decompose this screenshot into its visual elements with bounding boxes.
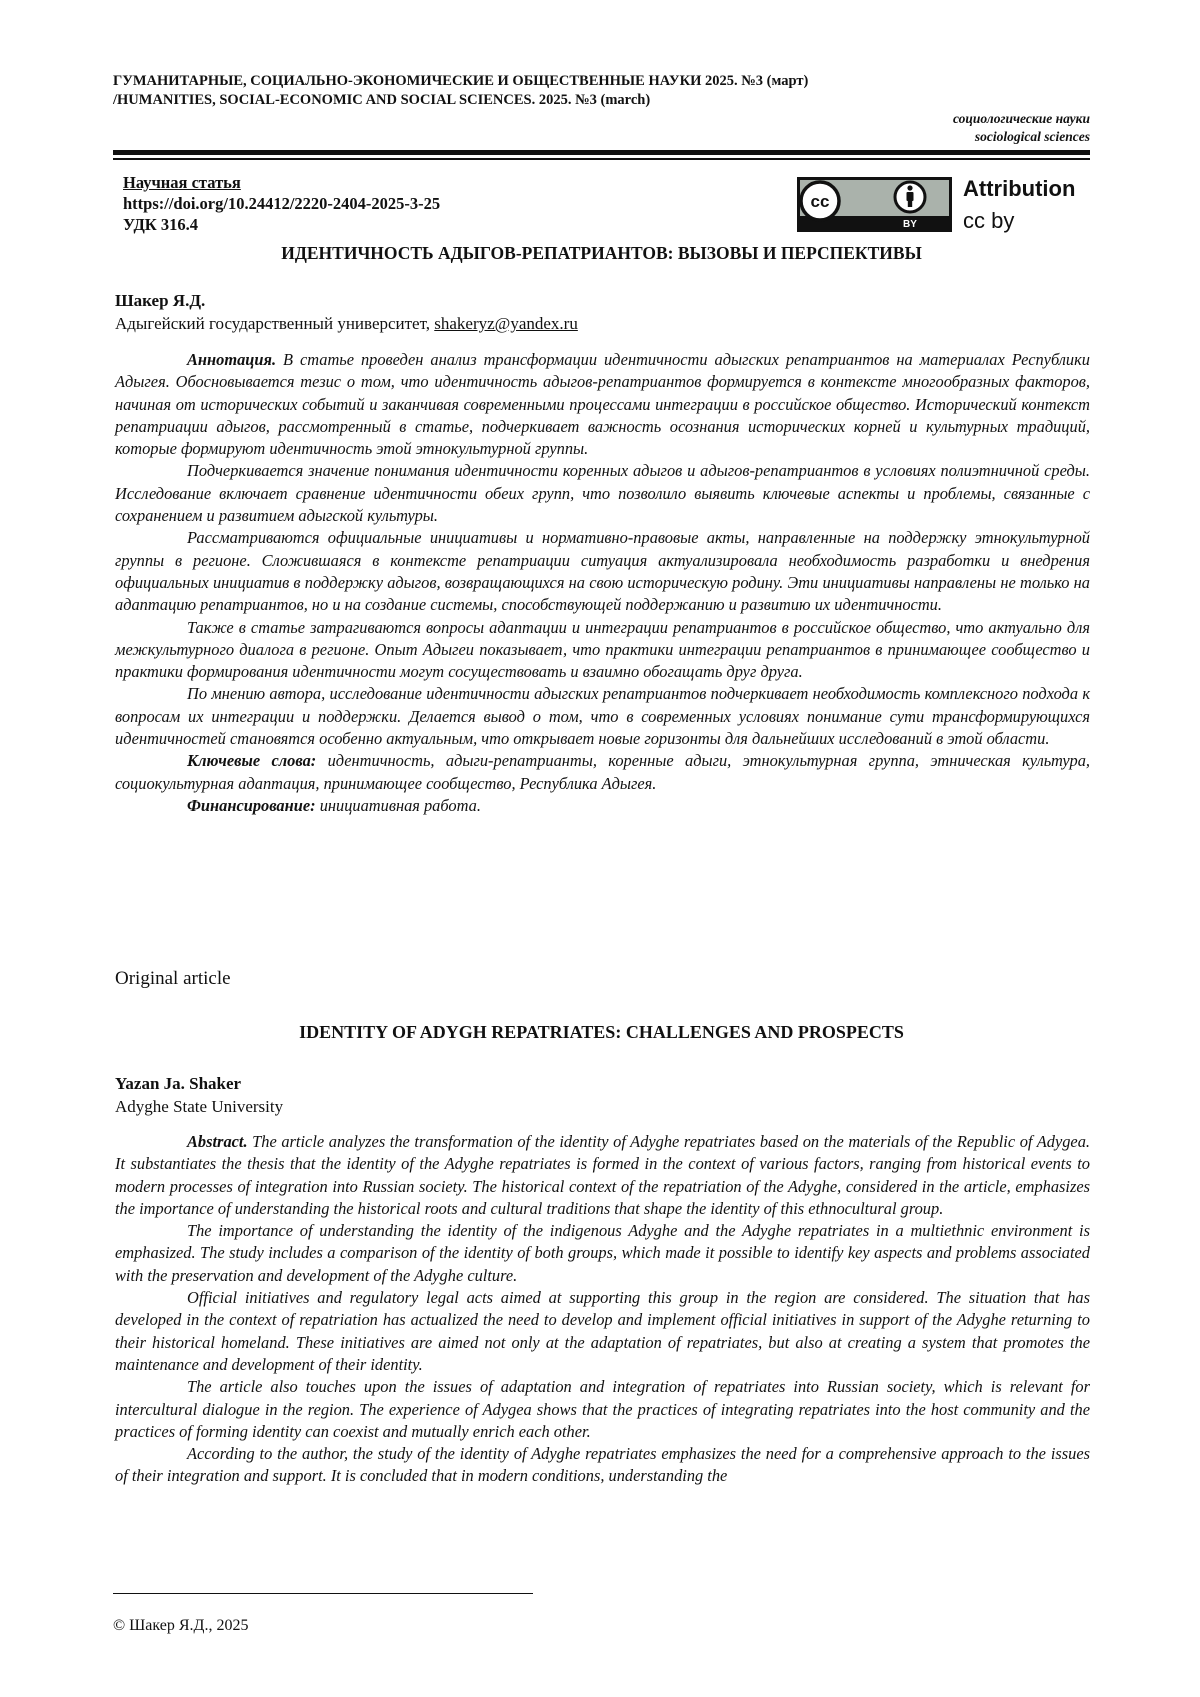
abstract-ru-label: Аннотация.	[187, 350, 277, 369]
article-meta	[123, 172, 440, 235]
abstract-en-label: Abstract.	[187, 1132, 248, 1151]
abstract-ru-paragraph: Рассматриваются официальные инициативы и нормативно-правовые акты, направленные на поддержку этнокультурной группы в регионе. Сложившаяся в контексте репатриации ситуация актуализировала необходимость разработки и внедрения официальных инициатив в поддержку адыгов, возвращающихся на свою историческую родину. Эти инициативы направлены не только на адаптацию репатриантов, но и на создание системы, способствующей поддержанию и развитию их идентичности.	[115, 528, 1090, 615]
article-title-en: IDENTITY OF ADYGH REPATRIATES: CHALLENGES AND PROSPECTS	[299, 1022, 904, 1042]
header-rule-thick	[113, 150, 1090, 155]
license-subtitle: cc by	[963, 208, 1015, 233]
doi-link[interactable]: https://doi.org/10.24412/2220-2404-2025-3-25	[123, 194, 441, 213]
journal-header	[113, 72, 808, 110]
author-ru: Шакер Я.Д.	[115, 291, 206, 310]
footnote-rule	[113, 1593, 533, 1594]
author-en: Yazan Ja. Shaker	[115, 1074, 242, 1093]
affiliation-ru-text: Адыгейский государственный университет,	[115, 314, 435, 333]
cc-by-license-icon	[797, 177, 952, 232]
author-email-link[interactable]: shakeryz@yandex.ru	[434, 314, 578, 333]
udc-code: УДК 316.4	[123, 215, 199, 234]
by-badge-text: BY	[903, 219, 917, 230]
license-text	[963, 173, 1075, 237]
header-rule-thin	[113, 158, 1090, 160]
affiliation-ru	[115, 314, 578, 334]
copyright-notice: © Шакер Я.Д., 2025	[113, 1617, 249, 1634]
journal-header-ru: ГУМАНИТАРНЫЕ, СОЦИАЛЬНО-ЭКОНОМИЧЕСКИЕ И ОБЩЕСТВЕННЫЕ НАУКИ 2025. №3 (март)	[113, 73, 809, 89]
abstract-ru-paragraph: По мнению автора, исследование идентичности адыгских репатриантов подчеркивает необходимость комплексного подхода к вопросам их интеграции и поддержки. Делается вывод о том, что в современных условиях понимание сути трансформирующихся идентичностей становятся особенно актуальным, что открывает новые горизонты для дальнейших исследований в этой области.	[115, 684, 1090, 749]
abstract-ru-paragraph: Также в статье затрагиваются вопросы адаптации и интеграции репатриантов в российское общество, что актуально для межкультурного диалога в регионе. Опыт Адыгеи показывает, что практики интеграции репатриантов в принимающее сообщество и практики формирования идентичности могут сосуществовать и взаимно обогащать друг друга.	[115, 617, 1090, 682]
abstract-ru	[115, 349, 1090, 817]
affiliation-en: Adyghe State University	[115, 1097, 284, 1116]
keywords-ru: Ключевые слова: идентичность, адыги-репатрианты, коренные адыги, этнокультурная группа, этническая культура, социокультурная адаптация, принимающее сообщество, Республика Адыгея.	[115, 751, 1090, 793]
subject-area	[953, 110, 1090, 146]
cc-badge-text: cc	[810, 192, 830, 211]
subject-ru: социологические науки	[952, 111, 1090, 126]
keywords-ru-label: Ключевые слова:	[187, 751, 317, 771]
article-type: Научная статья	[123, 173, 241, 192]
abstract-en-paragraph: The importance of understanding the identity of the indigenous Adyghe and the Adyghe repatriates in a multiethnic environment is emphasized. The study includes a comparison of the identity of both groups, which made it possible to identify key aspects and problems associated with the preservation and development of the Adyghe culture.	[115, 1221, 1090, 1285]
abstract-en-paragraph: Official initiatives and regulatory legal acts aimed at supporting this group in the region are considered. The situation that has developed in the context of repatriation has actualized the need to develop and implement official initiatives in support of the Adyghe returning to their historical homeland. These initiatives are aimed not only at the adaptation of repatriates, but also at creating a system that promotes the maintenance and development of their identity.	[115, 1288, 1090, 1374]
article-type-en: Original article	[115, 968, 231, 989]
license-title: Attribution	[963, 176, 1076, 201]
abstract-ru-paragraph: Аннотация. В статье проведен анализ трансформации идентичности адыгских репатриантов на материалах Республики Адыгея. Обосновывается тезис о том, что идентичность адыгов-репатриантов формируется в контексте многообразных факторов, начиная от исторических событий и заканчивая современными процессами интеграции в российское общество. Исторический контекст репатриации адыгов, рассмотренный в статье, подчеркивает важность осознания исторических корней и культурных традиций, которые формируют идентичность этой этнокультурной группы.	[115, 350, 1090, 459]
funding-ru: Финансирование: инициативная работа.	[187, 795, 481, 815]
abstract-en-paragraph: According to the author, the study of the identity of Adyghe repatriates emphasizes the need for a comprehensive approach to the issues of their integration and support. It is concluded that in modern conditions, understanding the	[115, 1444, 1090, 1486]
abstract-ru-paragraph: Подчеркивается значение понимания идентичности коренных адыгов и адыгов-репатриантов в условиях полиэтничной среды. Исследование включает сравнение идентичности обеих групп, что позволило выявить ключевые аспекты и проблемы, связанные с сохранением и развитием адыгской культуры.	[115, 461, 1090, 526]
abstract-en	[115, 1131, 1090, 1488]
abstract-en-paragraph: Abstract. The article analyzes the transformation of the identity of Adyghe repatriates based on the materials of the Republic of Adygea. It substantiates the thesis that the identity of the Adyghe repatriates is formed in the context of various factors, ranging from historical events to modern processes of integration into Russian society. The historical context of the repatriation of the Adyghe, considered in the article, emphasizes the importance of understanding the historical roots and cultural traditions that shape the identity of this ethnocultural group.	[115, 1132, 1090, 1218]
article-title-ru: ИДЕНТИЧНОСТЬ АДЫГОВ-РЕПАТРИАНТОВ: ВЫЗОВЫ И ПЕРСПЕКТИВЫ	[281, 243, 922, 263]
subject-en: sociological sciences	[974, 129, 1090, 144]
journal-header-en: /HUMANITIES, SOCIAL-ECONOMIC AND SOCIAL SCIENCES. 2025. №3 (march)	[113, 92, 651, 108]
funding-ru-label: Финансирование:	[187, 795, 316, 815]
abstract-en-paragraph: The article also touches upon the issues of adaptation and integration of repatriates into Russian society, which is relevant for intercultural dialogue in the region. The experience of Adygea shows that the practices of integrating repatriates into the host community and the practices of forming identity can coexist and mutually enrich each other.	[115, 1377, 1090, 1441]
